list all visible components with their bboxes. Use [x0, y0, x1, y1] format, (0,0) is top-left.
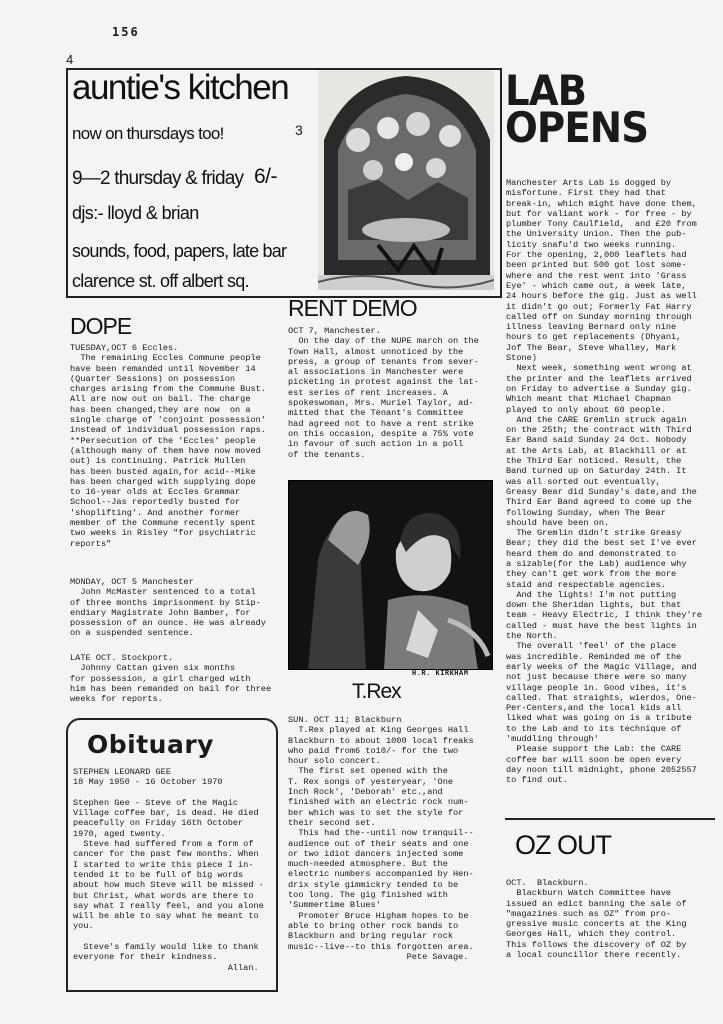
- text-line: charges arising from the Commune Bust.: [70, 384, 266, 395]
- text-line: licity snafu'd two weeks running.: [506, 239, 677, 250]
- text-line: ber which was to set the style for: [288, 807, 464, 818]
- text-line: in favour of such action in a poll: [288, 439, 464, 450]
- dope-body-eccles: [70, 343, 266, 549]
- text-line: to find out.: [506, 775, 568, 786]
- text-line: him has been remanded on bail for three: [70, 683, 272, 694]
- text-line: single charge of 'conjoint possession': [70, 415, 266, 426]
- text-line: electric numbers accompanied by Hen-: [288, 869, 474, 880]
- text-line: will be able to say what he meant to: [73, 911, 259, 922]
- text-line: Which meant that Michael Chapman: [506, 394, 672, 405]
- text-line: (although many of them have now moved: [70, 445, 261, 456]
- text-line: to the Lab and to its technique of: [506, 723, 682, 734]
- rent-demo-body: [288, 326, 479, 460]
- text-line: on a suspended sentence.: [70, 628, 194, 639]
- text-line: possession of an ounce. He was already: [70, 618, 266, 629]
- text-line: The first set opened with the: [288, 766, 448, 777]
- text-line: or two idiot dancers injected some: [288, 848, 464, 859]
- text-line: Inch Rock', 'Deborah' etc.,and: [288, 787, 443, 798]
- text-line: have been remanded until November 14: [70, 363, 256, 374]
- text-line: Blackburn to about 1000 local freaks: [288, 735, 474, 746]
- text-line: hours to get replacements (Dhyani,: [506, 332, 682, 343]
- text-line: 24 hours before the gig. Just as well: [506, 291, 697, 302]
- lab-title-line-1: LAB: [505, 66, 587, 115]
- text-line: the Third Ear noticed. Result, the: [506, 456, 682, 467]
- text-line: everyone for their kindness.: [73, 952, 218, 963]
- text-line: School--Jas reportedly busted for: [70, 497, 241, 508]
- text-line: team - Heavy Electric, I think they're: [506, 610, 702, 621]
- text-line: The overall 'feel' of the place: [506, 641, 677, 652]
- text-line: on the 25th; the contract with Third: [506, 425, 692, 436]
- ad-times: 9—2 thursday & friday: [72, 168, 244, 189]
- text-line: Pete Savage.: [288, 951, 469, 962]
- text-line: Please support the Lab: the CARE: [506, 744, 682, 755]
- text-line: heard them do and demonstrated to: [506, 548, 677, 559]
- text-line: The remaining Eccles Commune people: [70, 353, 261, 364]
- oz-out-body: [506, 878, 687, 960]
- text-line: Eye' - which came out, a week late,: [506, 280, 687, 291]
- text-line: village people in. Good vibes, it's: [506, 682, 687, 693]
- text-line: tended it to be full of big words: [73, 869, 244, 880]
- text-line: Manchester Arts Lab is dogged by: [506, 178, 672, 188]
- ad-price: 6/-: [254, 165, 278, 188]
- text-line: two weeks in Risley "for psychiatric: [70, 528, 256, 539]
- text-line: for possession, a girl charged with: [70, 673, 251, 684]
- text-line: early weeks of the Magic Village, and: [506, 661, 697, 672]
- text-line: on this occasion, despite a 75% vote: [288, 428, 474, 439]
- text-line: was all sorted out eventually,: [506, 476, 661, 487]
- text-line: member of the Commune recently spent: [70, 518, 256, 529]
- text-line: est series of rent increases. A: [288, 387, 448, 398]
- text-line: John McMaster sentenced to a total: [70, 587, 256, 598]
- ad-djs: djs:- lloyd & brian: [72, 203, 199, 223]
- text-line: "magazines such as OZ" from pro-: [506, 908, 672, 919]
- text-line: 1970, aged twenty.: [73, 828, 166, 839]
- lab-title-line-2: OPENS: [505, 103, 649, 152]
- text-line: a sizable(for the Lab) audience why: [506, 558, 687, 569]
- ad-subtitle: now on thursdays too!: [72, 124, 224, 143]
- text-line: of three months imprisonment by Stip-: [70, 597, 261, 608]
- text-line: T.Rex played at King Georges Hall: [288, 725, 469, 736]
- text-line: has been charged with supplying dope: [70, 476, 256, 487]
- trex-body: [288, 715, 474, 962]
- ad-address: clarence st. off albert sq.: [72, 271, 249, 291]
- text-line: All are now out on bail. The charge: [70, 394, 251, 405]
- text-line: down the Sheridan lights, but that: [506, 600, 682, 611]
- text-line: the printer and the leaflets arrived: [506, 373, 692, 384]
- text-line: endiary Magistrate John Bamber, for: [70, 607, 251, 618]
- text-line: break-in, which might have done them,: [506, 198, 697, 209]
- text-line: they can't get work from the more: [506, 569, 677, 580]
- text-line: called. That straights, wierdos, One-: [506, 692, 697, 703]
- text-line: instead of individual possession raps.: [70, 425, 266, 436]
- text-line: the University Union. Then the pub-: [506, 229, 687, 240]
- text-line: illness leaving Bernard only nine: [506, 322, 677, 333]
- text-line: Ear Band said Sunday 24 Oct. Nobody: [506, 435, 687, 446]
- text-line: LATE OCT. Stockport.: [70, 653, 174, 663]
- text-line: misfortune. First they had that: [506, 188, 666, 199]
- ad-title: auntie's kitchen: [72, 68, 289, 107]
- text-line: not just because there were so many: [506, 672, 687, 683]
- text-line: Per-Centers,and the local kids all: [506, 703, 682, 714]
- text-line: press, a group of tenants from sever-: [288, 356, 479, 367]
- obituary-title: Obituary: [87, 730, 214, 759]
- text-line: [73, 788, 264, 798]
- text-line: at the Arts Lab, at Blackhill or at: [506, 445, 687, 456]
- text-line: Steve had suffered from a form of: [73, 839, 254, 850]
- text-line: been printed but 500 got lost some-: [506, 260, 687, 271]
- text-line: al associations in Manchester were: [288, 367, 464, 378]
- oz-out-title: OZ OUT: [515, 830, 611, 860]
- photo-credit: H.R. KIRKHAM: [412, 670, 469, 678]
- text-line: liked what was going on is a tribute: [506, 713, 692, 724]
- text-line: Village coffee bar, is dead. He died: [73, 808, 259, 819]
- text-line: MONDAY, OCT 5 Manchester: [70, 577, 194, 587]
- text-line: mitted that the Tenant's Committee: [288, 408, 464, 419]
- trex-photo: [288, 480, 493, 670]
- dope-body-manchester: [70, 577, 266, 639]
- text-line: has been busted again,for acid--Mike: [70, 466, 256, 477]
- text-line: staid and respectable agencies.: [506, 579, 666, 590]
- text-line: Promoter Bruce Higham hopes to be: [288, 910, 469, 921]
- photo-caption: T.Rex: [352, 680, 401, 703]
- ad-list: sounds, food, papers, late bar: [72, 241, 287, 261]
- text-line: much-needed atmosphere. But the: [288, 859, 448, 870]
- oz-divider: [505, 818, 715, 820]
- text-line: TUESDAY,OCT 6 Eccles.: [70, 343, 179, 353]
- text-line: about how much Steve will be missed -: [73, 880, 264, 891]
- text-line: who paid from6 to10/- for the two: [288, 745, 459, 756]
- text-line: hour solo concert.: [288, 756, 381, 767]
- text-line: on Friday to advertise a Sunday gig.: [506, 383, 692, 394]
- text-line: too long. The gig finished with: [288, 890, 448, 901]
- text-line: (Quarter Sessions) on possession: [70, 373, 236, 384]
- text-line: This follows the discovery of OZ by: [506, 939, 687, 950]
- text-line: music--live--to this forgotten area.: [288, 941, 474, 952]
- text-line: Third Ear Band agreed to come up the: [506, 497, 692, 508]
- text-line: peacefully on Friday 16th October: [73, 818, 244, 829]
- text-line: a local councillor there recently.: [506, 950, 682, 961]
- text-line: **Persecution of the 'Eccles' people: [70, 435, 256, 446]
- text-line: following Sunday, when The Bear: [506, 507, 666, 518]
- text-line: spokeswoman, Mrs. Muriel Taylor, ad-: [288, 398, 474, 409]
- text-line: On the day of the NUPE march on the: [288, 336, 479, 347]
- text-line: where and the rest went into 'Grass: [506, 270, 687, 281]
- text-line: 'Summertime Blues': [288, 900, 381, 911]
- dope-title: DOPE: [70, 313, 132, 339]
- text-line: I started to write this piece I in-: [73, 859, 254, 870]
- text-line: drix style gimmickry tended to be: [288, 879, 459, 890]
- text-line: plumber Tony Caulfield, and £20 from: [506, 219, 697, 230]
- text-line: to 16-year olds at Eccles Grammar: [70, 487, 241, 498]
- lab-opens-body: [506, 178, 702, 786]
- text-line: able to bring other rock bands to: [288, 920, 459, 931]
- text-line: called off on Sunday morning through: [506, 311, 692, 322]
- text-line: Stephen Gee - Steve of the Magic: [73, 797, 239, 808]
- text-line: Georges Hall, which they control.: [506, 929, 677, 940]
- text-line: it didn't go out; Formerly Fat Harry: [506, 301, 692, 312]
- text-line: 'shoplifting'. And another former: [70, 507, 241, 518]
- text-line: finished with an electric rock num-: [288, 797, 469, 808]
- text-line: [73, 932, 264, 942]
- text-line: but for valiant work - for free - by: [506, 208, 692, 219]
- text-line: picketing in protest against the lat-: [288, 377, 479, 388]
- text-line: cancer for the past few months. When: [73, 849, 259, 860]
- text-line: Band turned up on Saturday 24th. It: [506, 466, 687, 477]
- page-number: 156: [112, 25, 140, 39]
- text-line: reports": [70, 538, 112, 549]
- text-line: OCT. Blackburn.: [506, 878, 589, 888]
- text-line: gressive music concerts at the King: [506, 919, 687, 930]
- text-line: has been changed,they are now on a: [70, 404, 251, 415]
- text-line: Allan.: [73, 962, 259, 973]
- text-line: And the lights! I'm not putting: [506, 589, 677, 600]
- obituary-body: [73, 767, 264, 973]
- text-line: coffee bar will soon be open every: [506, 754, 682, 765]
- lab-opens-title: [505, 66, 649, 152]
- text-line: had agreed not to have a rent strike: [288, 418, 474, 429]
- text-line: of the tenants.: [288, 449, 366, 460]
- text-line: day noon till midnight, phone 2052557: [506, 764, 697, 775]
- text-line: The Gremlin didn't strike Greasy: [506, 528, 682, 539]
- text-line: audience out of their seats and one: [288, 838, 469, 849]
- text-line: say what I really feel, and you alone: [73, 900, 264, 911]
- text-line: Next week, something went wrong at: [506, 363, 692, 374]
- text-line: OCT 7, Manchester.: [288, 326, 381, 336]
- text-line: Blackburn Watch Committee have: [506, 888, 672, 899]
- text-line: the North.: [506, 631, 558, 642]
- text-line: STEPHEN LEONARD GEE: [73, 767, 171, 777]
- text-line: 'muddling through': [506, 734, 599, 745]
- text-line: Jof The Bear, Steve Whalley, Mark: [506, 342, 677, 353]
- text-line: weeks for reports.: [70, 694, 163, 705]
- crowd-illustration: [318, 70, 494, 290]
- text-line: T. Rex songs of yesteryear, 'One: [288, 776, 454, 787]
- text-line: their second set.: [288, 817, 376, 828]
- text-line: Blackburn and bring regular rock: [288, 931, 454, 942]
- text-line: SUN. OCT 11; Blackburn: [288, 715, 402, 725]
- text-line: should have been on.: [506, 517, 610, 528]
- text-line: issued an edict banning the sale of: [506, 898, 687, 909]
- text-line: 18 May 1950 - 16 October 1970: [73, 777, 223, 788]
- text-line: Stone): [506, 353, 537, 364]
- text-line: For the opening, 2,000 leaflets had: [506, 250, 687, 261]
- text-line: Steve's family would like to thank: [73, 942, 259, 953]
- text-line: out) is continuing. Patrick Mullen: [70, 456, 246, 467]
- rent-demo-title: RENT DEMO: [288, 295, 417, 321]
- text-line: called - must have the best lights in: [506, 620, 697, 631]
- text-line: Bear; they did the best set I've ever: [506, 538, 697, 549]
- text-line: but Christ, what words are there to: [73, 890, 254, 901]
- dope-body-stockport: [70, 653, 271, 704]
- text-line: This had the--until now tranquil--: [288, 828, 474, 839]
- text-line: was incredible. Reminded me of the: [506, 651, 682, 662]
- text-line: you.: [73, 921, 94, 932]
- text-line: Town Hall, almost unnoticed by the: [288, 346, 464, 357]
- text-line: And the CARE Gremlin struck again: [506, 414, 687, 425]
- text-line: Johnny Cattan given six months: [70, 663, 236, 674]
- corner-number: 4: [66, 52, 74, 67]
- text-line: Greasy Bear did Sunday's date,and the: [506, 486, 697, 497]
- ad-page-ref: 3: [295, 122, 303, 138]
- text-line: played to only about 60 people.: [506, 404, 666, 415]
